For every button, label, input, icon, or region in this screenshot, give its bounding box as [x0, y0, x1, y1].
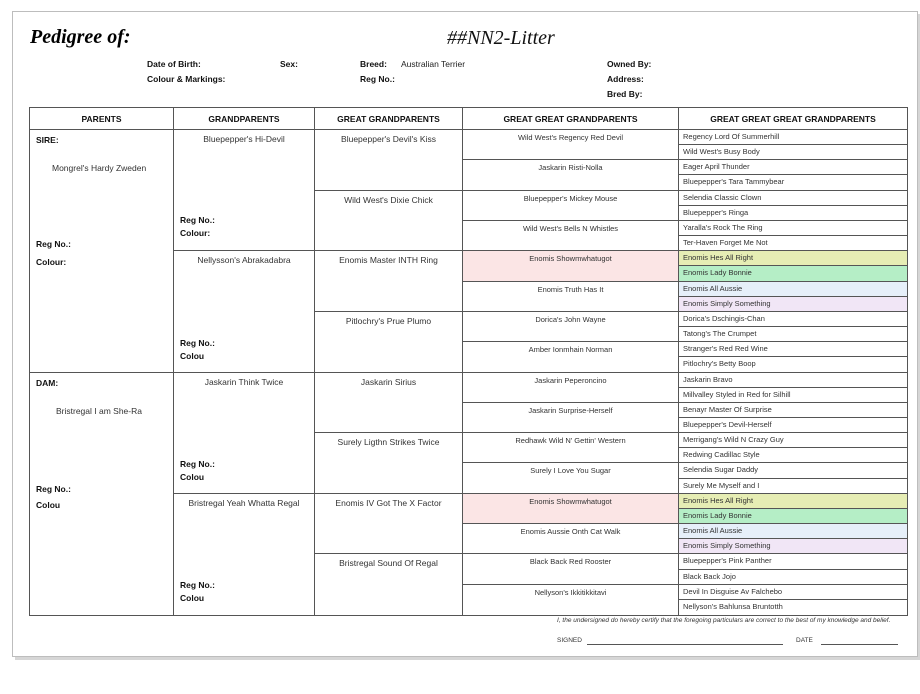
- gg-grandparent-cell: [463, 251, 678, 281]
- gg-grandparent-name: Enomis Showmwhatugot: [529, 254, 612, 264]
- gg-grandparent-cell: [463, 160, 678, 190]
- ggg-grandparent-cell: Regency Lord Of Summerhill: [679, 130, 907, 145]
- header-gg-grandparents: GREAT GREAT GRANDPARENTS: [463, 108, 678, 130]
- header-parents: PARENTS: [30, 108, 173, 130]
- ggg-grandparent-cell: Yaralla's Rock The Ring: [679, 221, 907, 236]
- gg-grandparent-cell: [463, 312, 678, 342]
- grandparent-colour-label: Colou: [180, 351, 205, 361]
- gg-grandparent-cell: [463, 585, 678, 615]
- great-grandparent-name: Bluepepper's Devil's Kiss: [341, 134, 436, 144]
- breed-value: Australian Terrier: [401, 59, 466, 69]
- colour-markings-label: Colour & Markings:: [147, 74, 226, 84]
- ggg-grandparent-cell: Enomis Lady Bonnie: [679, 266, 907, 281]
- ggg-grandparent-cell: Tatong's The Crumpet: [679, 327, 907, 342]
- ggg-grandparent-cell: Dorica's Dschingis-Chan: [679, 312, 907, 327]
- great-grandparent-cell: [315, 312, 462, 373]
- gg-grandparent-name: Wild West's Regency Red Devil: [517, 133, 624, 142]
- grandparent-name: Bristregal Yeah Whatta Regal: [188, 498, 300, 508]
- pedigree-sheet: [12, 11, 918, 657]
- sire-colour-label: Colour:: [36, 257, 67, 267]
- breed-label: Breed:: [360, 59, 387, 69]
- sire-name: Mongrel's Hardy Zweden: [52, 163, 147, 173]
- gg-grandparent-name: Enomis Aussie Onth Cat Walk: [520, 527, 621, 537]
- sex-label: Sex:: [280, 59, 298, 69]
- grandparent-cell: [174, 130, 314, 251]
- header-ggg-grandparents: GREAT GREAT GREAT GRANDPARENTS: [679, 108, 907, 130]
- gg-grandparent-cell: [463, 524, 678, 554]
- ggg-grandparent-cell: Selendia Sugar Daddy: [679, 463, 907, 478]
- gg-grandparent-cell: [463, 554, 678, 584]
- great-grandparent-cell: [315, 130, 462, 191]
- gg-grandparent-name: Enomis Truth Has It: [537, 284, 604, 294]
- ggg-grandparent-cell: Benayr Master Of Surprise: [679, 403, 907, 418]
- great-grandparent-cell: [315, 191, 462, 252]
- grandparent-reg-no-label: Reg No.:: [180, 338, 215, 348]
- gg-grandparent-cell: [463, 403, 678, 433]
- ggg-grandparent-cell: Enomis Hes All Right: [679, 251, 907, 266]
- great-grandparent-name: Enomis Master INTH Ring: [339, 255, 438, 266]
- ggg-grandparent-cell: Bluepepper's Pink Panther: [679, 554, 907, 569]
- dam-colour-label: Colou: [36, 500, 61, 510]
- litter-name: ##NN2-Litter: [447, 27, 555, 49]
- gg-grandparent-cell: [463, 463, 678, 493]
- great-grandparent-name: Pitlochry's Prue Plumo: [345, 315, 432, 326]
- ggg-grandparent-cell: Merrigang's Wild N Crazy Guy: [679, 433, 907, 448]
- dam-reg-no-label: Reg No.:: [36, 484, 71, 494]
- gg-grandparent-name: Enomis Showmwhatugot: [529, 496, 612, 506]
- gg-grandparent-name: Bluepepper's Mickey Mouse: [523, 193, 618, 203]
- ggg-grandparent-cell: Bluepepper's Devil-Herself: [679, 418, 907, 433]
- gg-grandparent-name: Jaskarin Surprise-Herself: [528, 405, 613, 415]
- signature-line[interactable]: [587, 644, 783, 645]
- gg-grandparent-cell: [463, 130, 678, 160]
- ggg-grandparent-cell: Enomis Simply Something: [679, 297, 907, 312]
- grandparent-colour-label: Colou: [180, 472, 205, 482]
- sire-reg-no-label: Reg No.:: [36, 239, 71, 249]
- header-great-grandparents: GREAT GRANDPARENTS: [315, 108, 462, 130]
- ggg-grandparent-cell: Enomis Lady Bonnie: [679, 509, 907, 524]
- ggg-grandparent-cell: Pitlochry's Betty Boop: [679, 357, 907, 372]
- dam-label: DAM:: [36, 378, 59, 388]
- pedigree-grid: [29, 107, 908, 616]
- grandparent-name: Jaskarin Think Twice: [204, 377, 284, 387]
- ggg-grandparent-cell: Ter-Haven Forget Me Not: [679, 236, 907, 251]
- date-label: DATE: [796, 637, 813, 644]
- gg-grandparent-name: Nellyson's Ikkitikkitavi: [534, 587, 607, 597]
- gg-grandparent-name: Wild West's Bells N Whistles: [522, 223, 619, 233]
- header-grandparents: GRANDPARENTS: [174, 108, 314, 130]
- gg-grandparent-name: Redhawk Wild N' Gettin' Western: [515, 436, 626, 446]
- ggg-grandparent-cell: Enomis Simply Something: [679, 539, 907, 554]
- ggg-grandparent-cell: Redwing Cadillac Style: [679, 448, 907, 463]
- dob-label: Date of Birth:: [147, 59, 201, 69]
- dam-name: Bristregal I am She-Ra: [56, 406, 142, 416]
- ggg-grandparent-cell: Millvalley Styled in Red for Silhill: [679, 388, 907, 403]
- grandparent-colour-label: Colour:: [180, 228, 211, 238]
- gg-grandparent-cell: [463, 221, 678, 251]
- grandparent-reg-no-label: Reg No.:: [180, 580, 215, 590]
- page-title: Pedigree of:: [30, 26, 131, 48]
- gg-grandparent-cell: [463, 373, 678, 403]
- bred-by-label: Bred By:: [607, 89, 643, 99]
- certify-text-2: particulars are correct to the best of my knowledge and belief.: [713, 617, 891, 624]
- sire-label: SIRE:: [36, 135, 59, 145]
- certify-text-1: I, the undersigned do hereby certify that the foregoing: [557, 617, 712, 624]
- great-grandparent-name: Enomis IV Got The X Factor: [335, 497, 442, 508]
- grandparent-name: Bluepepper's Hi-Devil: [203, 134, 285, 144]
- great-grandparent-name: Bristregal Sound Of Regal: [339, 558, 438, 569]
- grandparent-cell: [174, 494, 314, 615]
- ggg-grandparent-cell: Devil In Disguise Av Falchebo: [679, 585, 907, 600]
- great-grandparent-name: Wild West's Dixie Chick: [344, 194, 433, 205]
- great-grandparent-cell: [315, 251, 462, 312]
- ggg-grandparent-cell: Selendia Classic Clown: [679, 191, 907, 206]
- great-grandparent-name: Jaskarin Sirius: [360, 376, 417, 387]
- ggg-grandparent-cell: Nellyson's Bahlunsa Bruntotth: [683, 601, 783, 611]
- gg-grandparent-cell: [463, 433, 678, 463]
- grandparent-colour-label: Colou: [180, 593, 205, 603]
- gg-grandparent-name: Black Back Red Rooster: [529, 557, 612, 567]
- signed-label: SIGNED: [557, 637, 582, 644]
- grandparent-reg-no-label: Reg No.:: [180, 459, 215, 469]
- owned-by-label: Owned By:: [607, 59, 652, 69]
- ggg-grandparent-cell: Bluepepper's Ringa: [679, 206, 907, 221]
- ggg-grandparent-cell: Enomis All Aussie: [679, 524, 907, 539]
- great-grandparent-cell: [315, 494, 462, 555]
- ggg-grandparent-cell: Surely Me Myself and I: [679, 479, 907, 494]
- reg-no-label: Reg No.:: [360, 74, 395, 84]
- sire-cell: [30, 130, 173, 373]
- gg-grandparent-name: Jaskarin Risti-Nolla: [538, 163, 603, 173]
- great-grandparent-cell: [315, 373, 462, 434]
- grandparent-cell: [174, 251, 314, 373]
- ggg-grandparent-cell: Jaskarin Bravo: [679, 373, 907, 388]
- ggg-grandparent-cell: Black Back Jojo: [679, 570, 907, 585]
- gg-grandparent-name: Amber Ionmhain Norman: [528, 345, 613, 355]
- ggg-grandparent-cell: Enomis All Aussie: [679, 282, 907, 297]
- ggg-grandparent-cell: Bluepepper's Tara Tammybear: [679, 175, 907, 190]
- gg-grandparent-cell: [463, 282, 678, 312]
- ggg-grandparent-cell: Enomis Hes All Right: [679, 494, 907, 509]
- gg-grandparent-cell: [463, 191, 678, 221]
- gg-grandparent-name: Dorica's John Wayne: [535, 314, 606, 324]
- gg-grandparent-name: Jaskarin Peperoncino: [534, 375, 607, 385]
- address-label: Address:: [607, 74, 644, 84]
- ggg-grandparent-cell: Stranger's Red Red Wine: [679, 342, 907, 357]
- ggg-grandparent-cell: Eager April Thunder: [679, 160, 907, 175]
- grandparent-name: Nellysson's Abrakadabra: [197, 255, 291, 265]
- gg-grandparent-cell: [463, 494, 678, 524]
- ggg-grandparent-cell: Wild West's Busy Body: [679, 145, 907, 160]
- gg-grandparent-name: Surely I Love You Sugar: [530, 466, 611, 476]
- dam-cell: [30, 373, 173, 615]
- date-line[interactable]: [821, 644, 898, 645]
- great-grandparent-cell: [315, 554, 462, 615]
- gg-grandparent-cell: [463, 342, 678, 372]
- great-grandparent-cell: [315, 433, 462, 494]
- grandparent-cell: [174, 373, 314, 494]
- grandparent-reg-no-label: Reg No.:: [180, 215, 215, 225]
- great-grandparent-name: Surely Ligthn Strikes Twice: [337, 437, 440, 448]
